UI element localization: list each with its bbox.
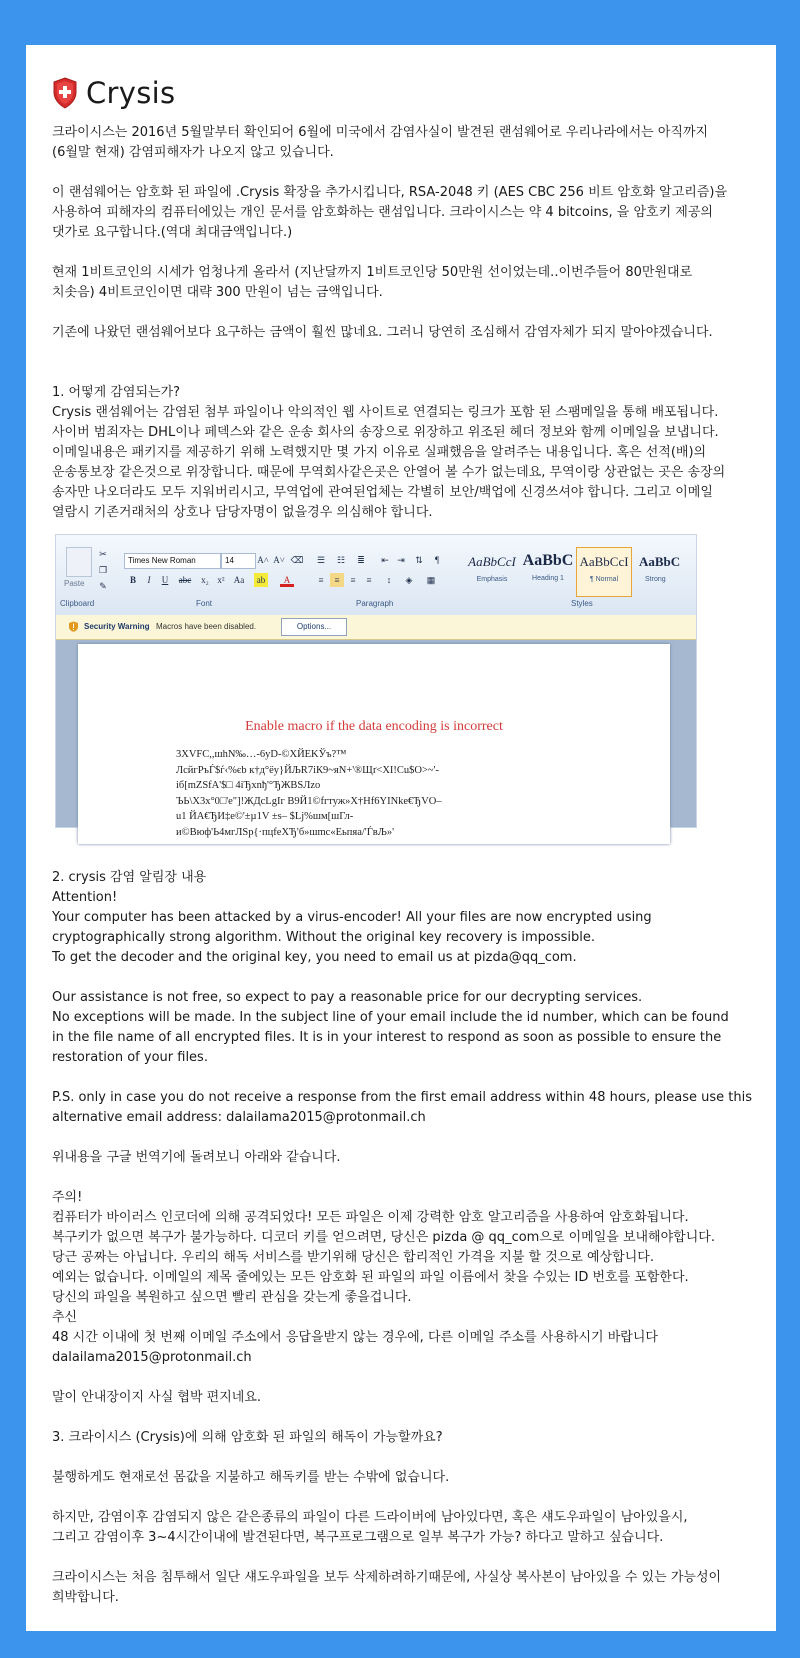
style-emphasis-sample: AaBbCcI: [468, 554, 516, 569]
style-normal-sample: AaBbCcI: [579, 554, 629, 569]
translation-intro: 위내용을 구글 번역기에 돌려보니 아래와 같습니다.: [52, 1150, 341, 1165]
borders-icon: ▦: [426, 575, 436, 585]
clipboard-icon: [66, 547, 92, 577]
style-strong: [632, 547, 698, 597]
style-heading1-name: Heading 1: [532, 575, 564, 582]
style-heading1-sample: AaBbC: [522, 552, 574, 569]
warning-shield-icon: [68, 621, 79, 632]
document-area: [56, 640, 696, 838]
multilevel-icon: ≣: [357, 555, 365, 565]
style-strong-name: Strong: [645, 576, 666, 583]
superscript-icon: x²: [217, 575, 225, 585]
bold-icon: B: [129, 575, 136, 585]
article-card: [26, 45, 776, 1631]
shield-icon: [52, 77, 78, 109]
garbled-text: 3XVFC,,шhN‰…-6yD-©XЙEKЎъ?™ ЛсйгРъЃ$ѓ‹%єb к†д°ёу}ЙЉR7iК9~яN+'®Щґ<XI!Cu$O>~'- іб[mZSfA'$□ 4iЂхnђ'°ЂЖBSЛzо ЪЬ\X3x°0□'e"]!ЖДсLgIг B9Й1©fгтуж»X†Hf6YINke€ЂVO– u1 ЙA€ЂИ‡е©'±µ1V ±s– $Lj%шм[шГл- и©Вюф'Ь4мгЛSр{·пцfеХЂ'б»шmс«Еьпяа/'ЃвЉ»': [176, 749, 442, 838]
section1-heading: 1. 어떻게 감염되는가?: [52, 385, 181, 400]
font-group-label: Font: [196, 599, 213, 608]
style-emphasis: [464, 547, 520, 597]
title-row: [52, 73, 752, 113]
word-ribbon: [56, 535, 696, 616]
article-body: [52, 73, 752, 1608]
subscript-icon: x₂: [201, 575, 209, 585]
italic-icon: I: [147, 575, 151, 585]
intro-paragraph-1: 크라이시스는 2016년 5월말부터 확인되어 6월에 미국에서 감염사실이 발견된 랜섬웨어로 우리나라에서는 아직까지 (6월말 현재) 감염피해자가 나오지 않고 있습니다.: [52, 125, 709, 160]
cut-icon: ✂: [99, 549, 107, 559]
numbering-icon: ☷: [336, 555, 346, 565]
ransom-note-ko: 주의! 컴퓨터가 바이러스 인코더에 의해 공격되었다! 모든 파일은 이제 강력한 암호 알고리즘을 사용하여 암호화됩니다. 복구키가 없으면 복구가 불가능하다. 디코더 키를 얻으려면, 당신은 pizda @ qq_com으로 이메일을 보내해야합니다. 당근 공짜는 아닙니다. 우리의 해독 서비스를 받기위해 당신은 합리적인 가격을 지불 할 것으로 예상합니다. 예외는 없습니다. 이메일의 제목 줄에있는 모든 암호화 된 파일의 파일 이름에서 찾을 수있는 ID 번호를 포함한다. 당신의 파일을 복원하고 싶으면 빨리 관심을 갖는게 좋을겁니다. 추신 48 시간 이내에 첫 번째 이메일 주소에서 응답을받지 않는 경우에, 다른 이메일 주소를 사용하시기 바랍니다 dalailama2015@protonmail.ch: [52, 1190, 715, 1365]
section3-paragraph-1: 불행하게도 현재로선 몸값을 지불하고 해독키를 받는 수밖에 없습니다.: [52, 1470, 450, 1485]
sort-icon: ⇅: [415, 555, 423, 565]
format-painter-icon: ✎: [99, 581, 107, 591]
style-normal-name: ¶ Normal: [589, 576, 619, 583]
section3-heading: 3. 크라이시스 (Crysis)에 의해 암호화 된 파일의 해독이 가능할까요?: [52, 1430, 443, 1445]
section1-body: Crysis 랜섬웨어는 감염된 첨부 파일이나 악의적인 웹 사이트로 연결되는 링크가 포함 된 스팸메일을 통해 배포됩니다. 사이버 범죄자는 DHL이나 페덱스와 같은 운송 회사의 송장으로 위장하고 위조된 헤더 정보와 함께 이메일을 보냅니다. 이메일내용은 패키지를 제공하기 위해 노력했지만 몇 가지 이유로 실패했음을 알려주는 내용입니다. 혹은 선적(배)의 운송통보장 같은것으로 위장합니다. 때문에 무역회사같은곳은 안열어 볼 수가 없는데요, 무역이랑 상관없는 곳은 송장의 송자만 나오더라도 모두 지워버리시고, 무역업에 관여된업체는 각별히 보안/백업에 신경쓰셔야 합니다. 그리고 이메일 열람시 기존거래처의 상호나 담당자명이 없을경우 의심해야 합니다.: [52, 405, 726, 520]
section3-paragraph-2: 하지만, 감염이후 감염되지 않은 같은종류의 파일이 다른 드라이버에 남아있다면, 혹은 섀도우파일이 남아있을시, 그리고 감염이후 3~4시간이내에 발견된다면, 복구프로그램으로 일부 복구가 가능? 하다고 말하고 싶습니다.: [52, 1510, 688, 1545]
document-page: [78, 644, 670, 844]
enable-macro-text: Enable macro if the data encoding is incorrect: [245, 719, 503, 734]
ransom-note-en-1: Attention! Your computer has been attacked by a virus-encoder! All your files are now encrypted using cryptographically strong algorithm. Without the original key recovery is impossible. To get the decoder and the original key, you need to email us at pizda@qq_com.: [52, 890, 652, 965]
increase-indent-icon: ⇥: [397, 555, 405, 565]
ransom-note-en-3: P.S. only in case you do not receive a response from the first email address within 48 hours, please use this alternative email address: dalailama2015@protonmail.ch: [52, 1090, 753, 1125]
author-comment: 말이 안내장이지 사실 협박 편지네요.: [52, 1390, 262, 1405]
style-heading1: [520, 547, 576, 597]
intro-paragraph-3: 현재 1비트코인의 시세가 엄청나게 올라서 (지난달까지 1비트코인당 50만원 선이었는데..이번주들어 80만원대로 치솟음) 4비트코인이면 대략 300 만원이 넘는 금액입니다.: [52, 265, 693, 300]
line-spacing-icon: ↕: [386, 575, 392, 585]
shading-icon: ◈: [405, 575, 413, 585]
pilcrow-icon: ¶: [434, 555, 440, 565]
intro-paragraph-4: 기존에 나왔던 랜섬웨어보다 요구하는 금액이 훨씬 많네요. 그러니 당연히 조심해서 감염자체가 되지 말아야겠습니다.: [52, 325, 713, 340]
security-warning-title: Security Warning: [84, 622, 150, 631]
styles-group-label: Styles: [571, 599, 593, 608]
copy-icon: ❐: [98, 565, 108, 575]
justify-icon: ≡: [366, 575, 372, 585]
font-color-icon: A: [280, 573, 294, 587]
ransom-note-en-2: Our assistance is not free, so expect to pay a reasonable price for our decrypting services. No exceptions will be made. In the subject line of your email include the id number, which can be found in the file name of all encrypted files. It is in your interest to respond as soon as possible to ensure the restoration of your files.: [52, 990, 729, 1065]
macros-disabled-text: Macros have been disabled.: [156, 622, 257, 631]
intro-paragraph-2: 이 랜섬웨어는 암호화 된 파일에 .Crysis 확장을 추가시킵니다, RSA-2048 키 (AES CBC 256 비트 암호화 알고리즘)을 사용하여 피해자의 컴퓨터에있는 개인 문서를 암호화하는 랜섬입니다. 크라이시스는 약 4 bitcoins, 을 암호키 제공의 댓가로 요구합니다.(역대 최대금액입니다.): [52, 185, 728, 240]
word-screenshot: [55, 534, 697, 838]
style-strong-sample: AaBbC: [639, 554, 681, 569]
options-button[interactable]: Options...: [281, 618, 347, 636]
change-case-icon: Aa: [233, 575, 245, 585]
style-emphasis-name: Emphasis: [476, 576, 508, 583]
grow-font-icon: A˄: [257, 555, 269, 565]
strikethrough-icon: abc: [178, 575, 192, 585]
highlight-icon: ab: [254, 573, 268, 587]
font-size-box: 14: [221, 553, 256, 569]
clear-format-icon: ⌫: [290, 555, 304, 565]
align-left-icon: ≡: [318, 575, 324, 585]
clipboard-group-label: Clipboard: [60, 599, 95, 608]
decrease-indent-icon: ⇤: [381, 555, 389, 565]
section2-heading: 2. crysis 감염 알림장 내용: [52, 870, 207, 885]
underline-icon: U: [161, 575, 169, 585]
section3-paragraph-3: 크라이시스는 처음 침투해서 일단 섀도우파일을 보두 삭제하려하기때문에, 사실상 복사본이 남아있을 수 있는 가능성이 희박합니다.: [52, 1570, 722, 1605]
paragraph-group-label: Paragraph: [356, 599, 394, 608]
align-right-icon: ≡: [350, 575, 356, 585]
align-center-icon: ≡: [330, 573, 344, 587]
page-title: Crysis: [86, 76, 176, 110]
security-warning-bar: [56, 615, 696, 640]
shrink-font-icon: A˅: [273, 555, 285, 565]
font-name-box: Times New Roman: [124, 553, 221, 569]
style-normal: [576, 547, 632, 597]
bullets-icon: ☰: [316, 555, 326, 565]
paste-label: Paste: [64, 579, 85, 588]
